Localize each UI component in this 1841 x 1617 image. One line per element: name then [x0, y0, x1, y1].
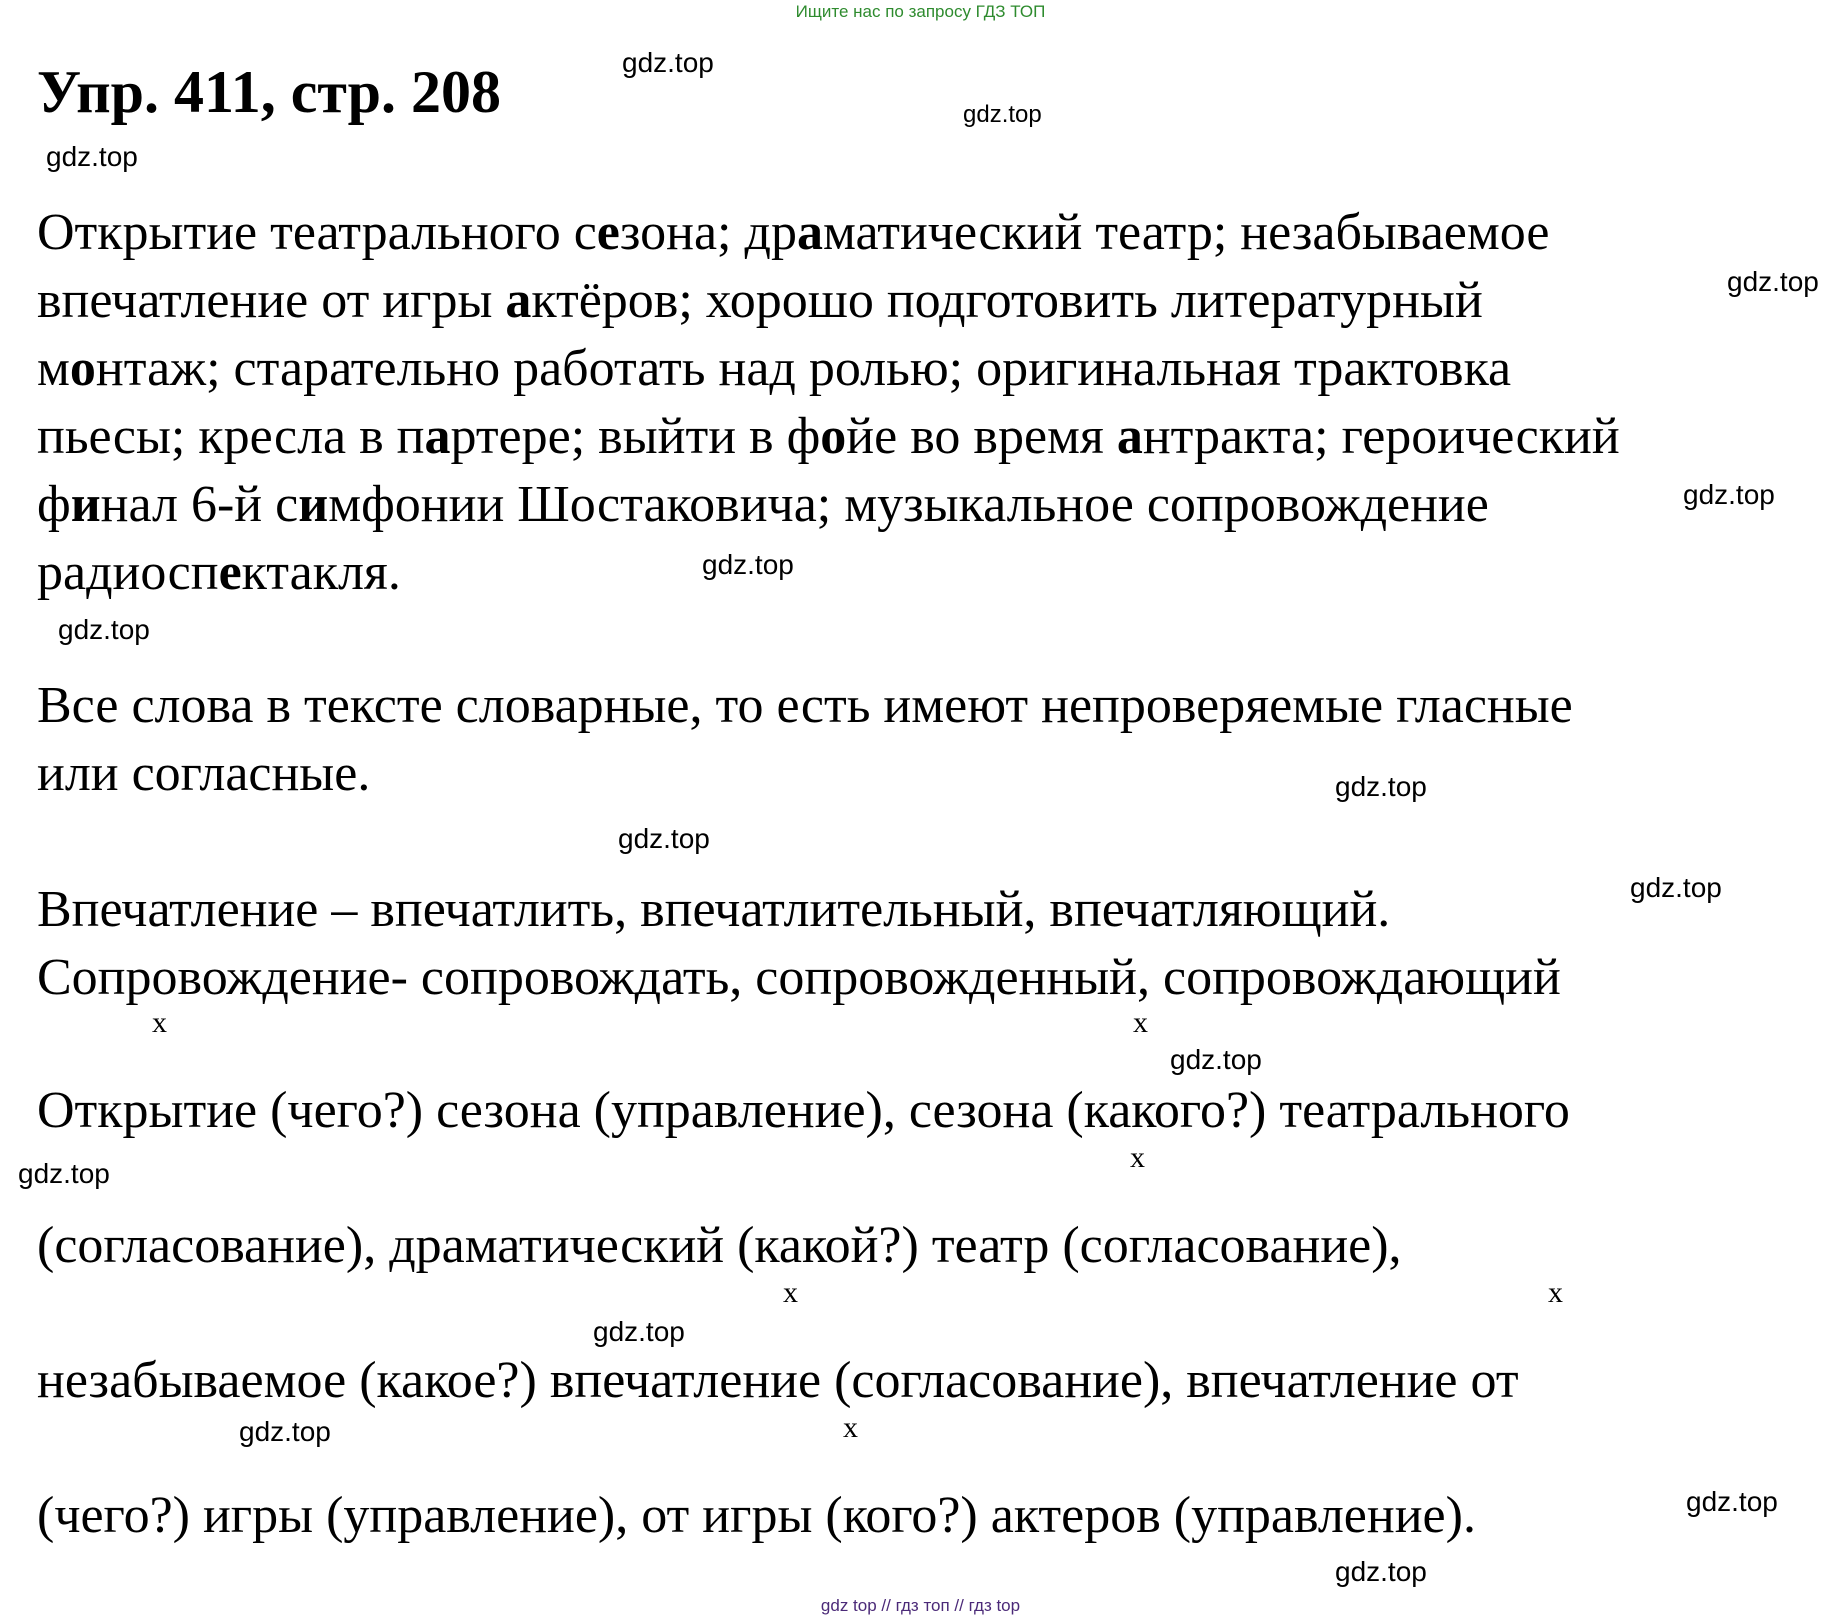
paragraph-3 — [37, 876, 1561, 1012]
paragraph-3-line-2: Сопровождение- сопровождать, сопровожденный, сопровождающий — [37, 949, 1561, 1006]
paragraph-1-line-6: радиоспектакля. — [37, 544, 401, 601]
exercise-title: Упр. 411, стр. 208 — [37, 59, 501, 125]
x-mark: x — [152, 1006, 167, 1039]
watermark: gdz.top — [1170, 1044, 1262, 1075]
watermark: gdz.top — [618, 823, 710, 854]
analysis-line-1: Открытие (чего?) сезона (управление), сезона (какого?) театрального — [37, 1082, 1570, 1139]
watermark: gdz.top — [1727, 266, 1819, 297]
paragraph-1-line-1: Открытие театрального сезона; драматический театр; незабываемое — [37, 204, 1550, 261]
top-banner: Ищите нас по запросу ГДЗ ТОП — [795, 2, 1046, 21]
bottom-banner: gdz top // гдз топ // гдз top — [820, 1596, 1021, 1615]
x-mark: x — [1548, 1276, 1563, 1309]
analysis-line-3: незабываемое (какое?) впечатление (согласование), впечатление от — [37, 1352, 1519, 1409]
analysis-line-2: (согласование), драматический (какой?) театр (согласование), — [37, 1217, 1402, 1274]
paragraph-3-line-1: Впечатление – впечатлить, впечатлительный, впечатляющий. — [37, 881, 1391, 938]
x-mark: x — [843, 1411, 858, 1444]
watermark: gdz.top — [963, 101, 1042, 128]
watermark: gdz.top — [622, 47, 714, 78]
paragraph-1-line-5: финал 6-й симфонии Шостаковича; музыкальное сопровождение — [37, 476, 1489, 533]
watermark: gdz.top — [239, 1416, 331, 1447]
paragraph-2-line-1: Все слова в тексте словарные, то есть имеют непроверяемые гласные — [37, 677, 1573, 734]
paragraph-1-line-4: пьесы; кресла в партере; выйти в фойе во время антракта; героический — [37, 408, 1620, 465]
watermark: gdz.top — [58, 614, 150, 645]
watermark: gdz.top — [1630, 872, 1722, 903]
watermark: gdz.top — [18, 1158, 110, 1189]
watermark: gdz.top — [46, 141, 138, 172]
x-mark: x — [1130, 1141, 1145, 1174]
paragraph-1-line-2: впечатление от игры актёров; хорошо подготовить литературный — [37, 272, 1483, 329]
x-mark: x — [1133, 1006, 1148, 1039]
watermark: gdz.top — [593, 1316, 685, 1347]
watermark: gdz.top — [1335, 1556, 1427, 1587]
analysis-line-4: (чего?) игры (управление), от игры (кого?) актеров (управление). — [37, 1487, 1476, 1544]
watermark: gdz.top — [702, 549, 794, 580]
paragraph-2-line-2: или согласные. — [37, 745, 371, 802]
x-mark: x — [783, 1276, 798, 1309]
paragraph-1 — [37, 199, 1620, 607]
watermark: gdz.top — [1686, 1486, 1778, 1517]
watermark: gdz.top — [1683, 479, 1775, 510]
paragraph-1-line-3: монтаж; старательно работать над ролью; оригинальная трактовка — [37, 340, 1512, 397]
watermark: gdz.top — [1335, 771, 1427, 802]
